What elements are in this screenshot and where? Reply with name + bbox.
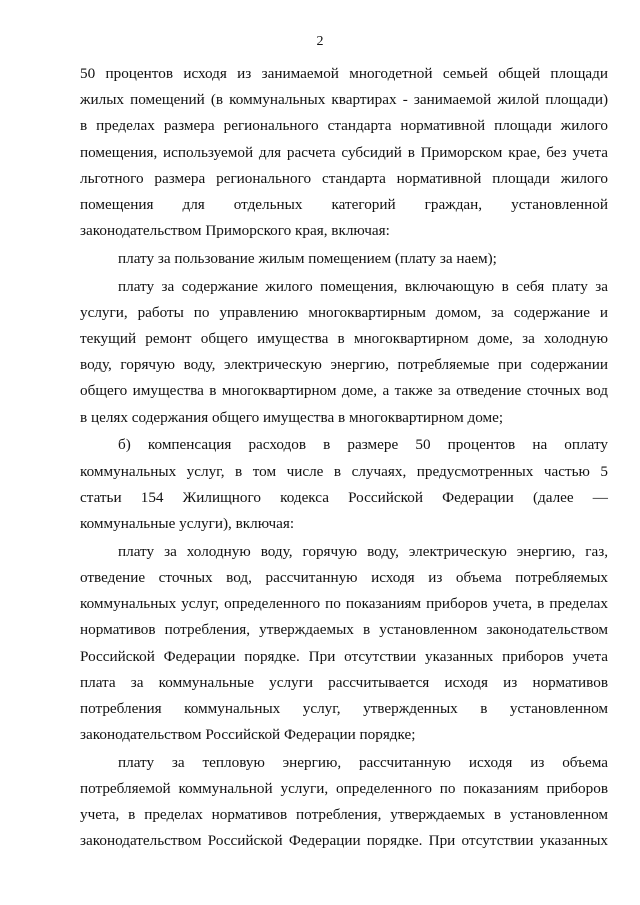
text-line: коммунальных услуг, в том числе в случаях, предусмотренных частью 5	[80, 462, 608, 480]
paragraph	[80, 539, 608, 749]
text-line: нормативов потребления, утверждаемых в установленном законодательством	[80, 621, 608, 639]
text-line: коммунальные услуги), включая:	[80, 514, 295, 532]
text-line: 50 процентов исходя из занимаемой многодетной семьей общей площади	[80, 65, 608, 82]
text-line: законодательством Российской Федерации порядке. При отсутствии указанных	[80, 832, 608, 850]
text-line: в пределах размера регионального стандарта нормативной площади жилого	[80, 117, 608, 135]
text-line: плату за пользование жилым помещением (плату за наем);	[118, 249, 497, 267]
text-line: коммунальных услуг, определенного по показаниям приборов учета, в пределах	[80, 595, 608, 613]
paragraph	[80, 246, 608, 272]
paragraph	[80, 274, 608, 431]
text-line: законодательством Приморского края, включая:	[80, 222, 390, 240]
text-line: текущий ремонт общего имущества в многоквартирном доме, за холодную	[80, 330, 608, 348]
text-line: плату за тепловую энергию, рассчитанную исходя из объема	[118, 753, 608, 771]
text-line: потребления коммунальных услуг, утвержденных в установленном	[80, 699, 608, 717]
paragraph	[80, 61, 608, 244]
text-line: учета, в пределах нормативов потребления, утверждаемых в установленном	[80, 806, 608, 824]
text-line: помещения, используемой для расчета субсидий в Приморском крае, без учета	[80, 143, 608, 161]
text-line: Российской Федерации порядке. При отсутствии указанных приборов учета	[80, 647, 608, 665]
text-line: плата за коммунальные услуги рассчитывается исходя из нормативов	[80, 673, 608, 691]
paragraph	[80, 750, 608, 855]
text-line: воду, горячую воду, электрическую энергию, потребляемые при содержании	[80, 356, 608, 374]
text-line: отведение сточных вод, рассчитанную исходя из объема потребляемых	[80, 568, 608, 586]
text-line: плату за холодную воду, горячую воду, электрическую энергию, газ,	[118, 542, 608, 560]
text-line: общего имущества в многоквартирном доме, а также за отведение сточных вод	[80, 382, 608, 400]
text-line: жилых помещений (в коммунальных квартирах - занимаемой жилой площади)	[80, 91, 608, 109]
text-line: в целях содержания общего имущества в многоквартирном доме;	[80, 408, 504, 426]
paragraph	[80, 432, 608, 537]
text-line: плату за содержание жилого помещения, включающую в себя плату за	[118, 277, 608, 295]
text-line: б) компенсация расходов в размере 50 процентов на оплату	[118, 436, 608, 454]
text-line: льготного размера регионального стандарта нормативной площади жилого	[80, 169, 608, 187]
text-line: потребляемой коммунальной услуги, определенного по показаниям приборов	[80, 780, 608, 798]
text-line: услуги, работы по управлению многоквартирным домом, за содержание и	[80, 303, 608, 321]
text-line: законодательством Российской Федерации порядке;	[80, 726, 416, 744]
page-number: 2	[316, 34, 324, 49]
text-line: статьи 154 Жилищного кодекса Российской Федерации (далее —	[80, 488, 608, 506]
document-body	[80, 61, 608, 855]
text-line: помещения для отдельных категорий граждан, установленной	[80, 195, 608, 213]
